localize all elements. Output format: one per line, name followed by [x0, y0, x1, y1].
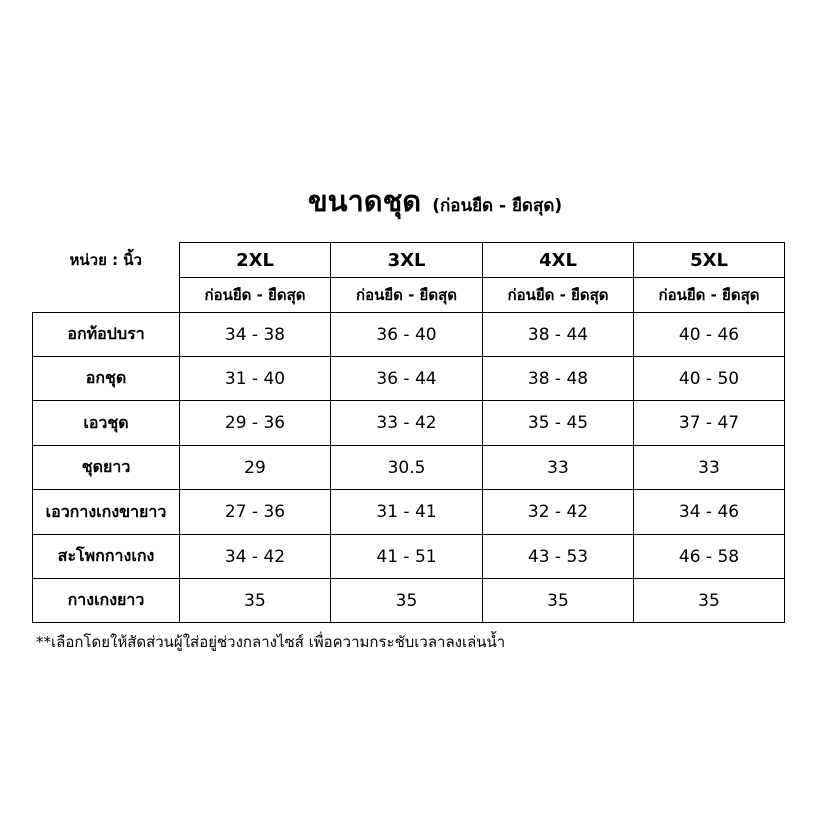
table-cell: 37 - 47 — [634, 401, 785, 446]
table-cell: 35 — [634, 579, 785, 623]
table-cell: 32 - 42 — [483, 490, 634, 535]
size-header-4xl: 4XL — [483, 243, 634, 278]
row-label: อกชุด — [33, 357, 180, 401]
table-row — [33, 313, 785, 357]
sub-header-row — [33, 278, 785, 313]
page-title — [0, 178, 820, 224]
table-cell: 41 - 51 — [331, 535, 483, 579]
table-row — [33, 446, 785, 490]
table-row — [33, 535, 785, 579]
table-row — [33, 401, 785, 446]
table-cell: 35 - 45 — [483, 401, 634, 446]
table-row — [33, 490, 785, 535]
sub-header-5xl: ก่อนยืด - ยืดสุด — [634, 278, 785, 313]
table-cell: 35 — [331, 579, 483, 623]
footnote: **เลือกโดยให้สัดส่วนผู้ใส่อยู่ช่วงกลางไซส์ เพื่อความกระชับเวลาลงเล่นน้ำ — [36, 633, 506, 651]
size-header-5xl: 5XL — [634, 243, 785, 278]
table-cell: 33 — [634, 446, 785, 490]
table-cell: 33 - 42 — [331, 401, 483, 446]
size-header-2xl: 2XL — [180, 243, 331, 278]
table-cell: 30.5 — [331, 446, 483, 490]
table-row — [33, 579, 785, 623]
row-label: อกท้อปบรา — [33, 313, 180, 357]
row-label: เอวชุด — [33, 401, 180, 446]
sub-header-3xl: ก่อนยืด - ยืดสุด — [331, 278, 483, 313]
table-cell: 34 - 38 — [180, 313, 331, 357]
table-cell: 38 - 44 — [483, 313, 634, 357]
row-label: กางเกงยาว — [33, 579, 180, 623]
table-cell: 31 - 40 — [180, 357, 331, 401]
table-cell: 46 - 58 — [634, 535, 785, 579]
table-cell: 40 - 50 — [634, 357, 785, 401]
table-cell: 43 - 53 — [483, 535, 634, 579]
sub-header-4xl: ก่อนยืด - ยืดสุด — [483, 278, 634, 313]
title-subtitle: (ก่อนยืด - ยืดสุด) — [432, 196, 563, 216]
table-cell: 38 - 48 — [483, 357, 634, 401]
table-cell: 27 - 36 — [180, 490, 331, 535]
sub-header-2xl: ก่อนยืด - ยืดสุด — [180, 278, 331, 313]
row-label: ชุดยาว — [33, 446, 180, 490]
table-cell: 35 — [483, 579, 634, 623]
table-cell: 36 - 44 — [331, 357, 483, 401]
row-label: เอวกางเกงขายาว — [33, 490, 180, 535]
table-cell: 29 — [180, 446, 331, 490]
table-cell: 40 - 46 — [634, 313, 785, 357]
unit-label: หน่วย : นิ้ว — [69, 251, 142, 269]
empty-corner-cell — [33, 278, 180, 313]
size-header-row — [33, 243, 785, 278]
table-cell: 34 - 46 — [634, 490, 785, 535]
title-main: ขนาดชุด — [307, 184, 422, 218]
table-cell: 33 — [483, 446, 634, 490]
table-cell: 34 - 42 — [180, 535, 331, 579]
table-cell: 35 — [180, 579, 331, 623]
table-cell: 29 - 36 — [180, 401, 331, 446]
table-cell: 36 - 40 — [331, 313, 483, 357]
table-cell: 31 - 41 — [331, 490, 483, 535]
table-row — [33, 357, 785, 401]
row-label: สะโพกกางเกง — [33, 535, 180, 579]
size-header-3xl: 3XL — [331, 243, 483, 278]
size-chart-table — [32, 242, 785, 623]
